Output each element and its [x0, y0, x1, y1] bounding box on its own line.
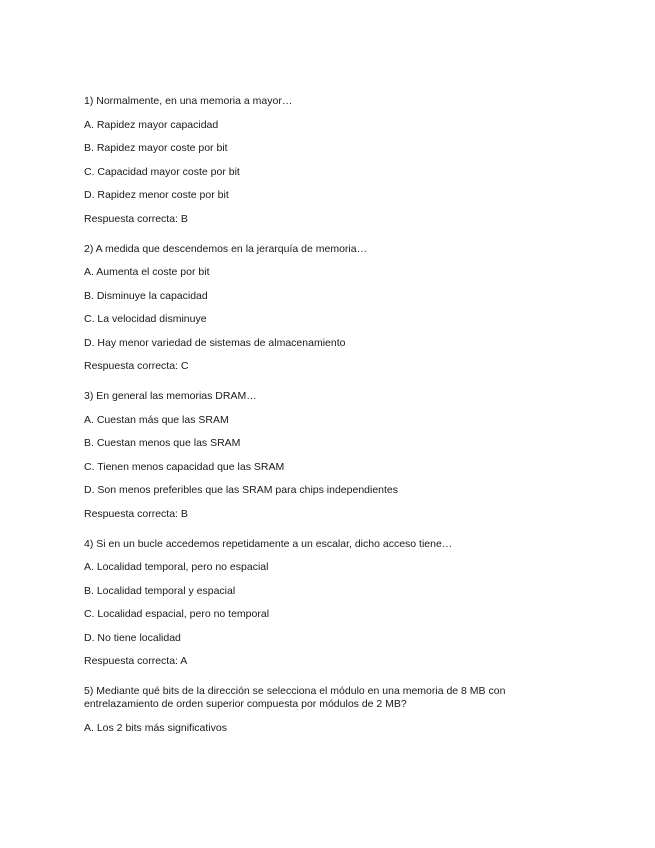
- question-text: 2) A medida que descendemos en la jerarquía de memoria…: [84, 242, 368, 255]
- option-a: A. Los 2 bits más significativos: [84, 721, 227, 734]
- option-a: A. Cuestan más que las SRAM: [84, 413, 229, 426]
- correct-answer: Respuesta correcta: C: [84, 360, 189, 372]
- option-d: D. Hay menor variedad de sistemas de almacenamiento: [84, 336, 346, 349]
- question-3: [84, 390, 564, 521]
- option-c: C. La velocidad disminuye: [84, 313, 207, 325]
- correct-answer: Respuesta correcta: A: [84, 655, 188, 667]
- question-5: [84, 685, 564, 735]
- option-c: C. Capacidad mayor coste por bit: [84, 165, 240, 178]
- option-a: A. Aumenta el coste por bit: [84, 266, 210, 278]
- question-4: [84, 538, 564, 669]
- option-a: A. Rapidez mayor capacidad: [84, 118, 219, 131]
- option-d: D. Rapidez menor coste por bit: [84, 189, 229, 201]
- option-c: C. Tienen menos capacidad que las SRAM: [84, 460, 285, 473]
- option-c: C. Localidad espacial, pero no temporal: [84, 608, 270, 620]
- option-d: D. No tiene localidad: [84, 631, 181, 644]
- option-b: B. Localidad temporal y espacial: [84, 584, 236, 597]
- option-b: B. Cuestan menos que las SRAM: [84, 437, 241, 449]
- question-text: 3) En general las memorias DRAM…: [84, 390, 257, 402]
- question-text: 4) Si en un bucle accedemos repetidamente a un escalar, dicho acceso tiene…: [84, 537, 453, 550]
- option-a: A. Localidad temporal, pero no espacial: [84, 561, 269, 573]
- correct-answer: Respuesta correcta: B: [84, 507, 188, 520]
- question-2: [84, 243, 564, 374]
- correct-answer: Respuesta correcta: B: [84, 212, 188, 225]
- option-b: B. Rapidez mayor coste por bit: [84, 142, 228, 154]
- question-text: 5) Mediante qué bits de la dirección se selecciona el módulo en una memoria de 8 MB con entrelazamiento de orden superior compuesta por módulos de 2 MB?: [84, 685, 506, 710]
- document-page: [84, 95, 564, 752]
- question-text: 1) Normalmente, en una memoria a mayor…: [84, 95, 293, 107]
- question-1: [84, 95, 564, 226]
- option-d: D. Son menos preferibles que las SRAM para chips independientes: [84, 484, 399, 496]
- option-b: B. Disminuye la capacidad: [84, 289, 208, 302]
